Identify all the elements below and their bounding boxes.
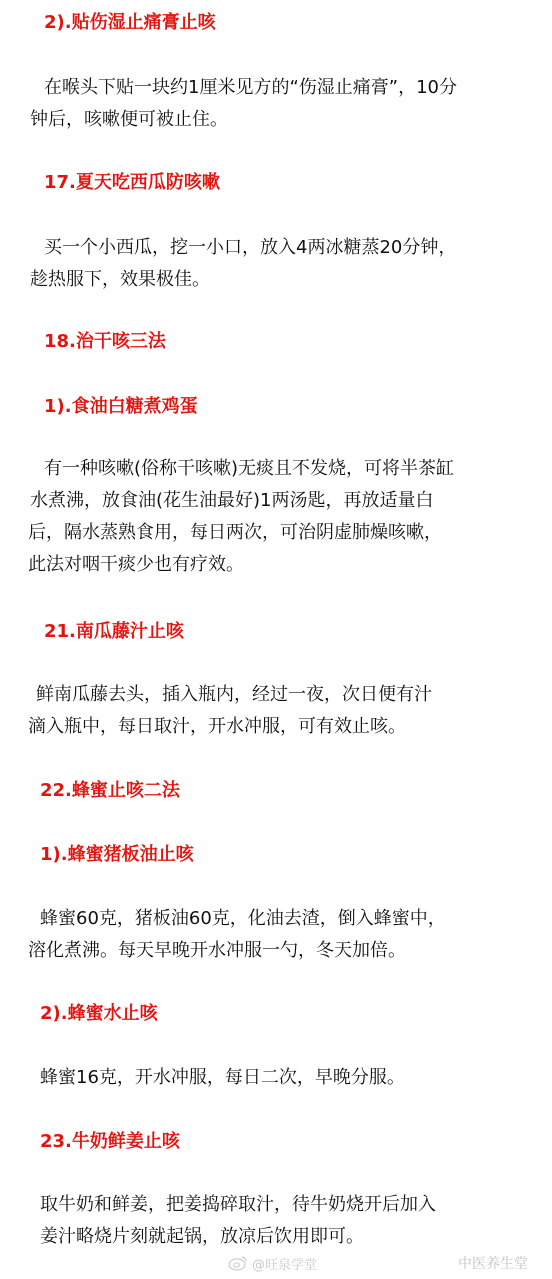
paragraph-line: 水煮沸，放食油(花生油最好)1两汤匙，再放适量白 (30, 490, 434, 511)
paragraph-line: 鲜南瓜藤去头，插入瓶内，经过一夜，次日便有汁 (36, 684, 432, 705)
paragraph-line: 在喉头下贴一块约1厘米见方的“伤湿止痛膏”，10分 (44, 77, 458, 98)
paragraph-line: 此法对咽干痰少也有疗效。 (28, 554, 244, 575)
paragraph-line: 溶化煮沸。每天早晚开水冲服一勺，冬天加倍。 (28, 940, 406, 961)
paragraph-line: 取牛奶和鲜姜，把姜捣碎取汁，待牛奶烧开后加入 (40, 1194, 436, 1215)
paragraph-line: 后，隔水蒸熟食用，每日两次，可治阴虚肺燥咳嗽， (28, 522, 442, 543)
paragraph-line: 蜂蜜16克，开水冲服，每日二次，早晚分服。 (40, 1067, 405, 1088)
paragraph-line: 蜂蜜60克，猪板油60克，化油去渣，倒入蜂蜜中， (40, 908, 446, 929)
section-heading: 23.牛奶鲜姜止咳 (40, 1131, 180, 1152)
paragraph-line: 姜汁略烧片刻就起锅，放凉后饮用即可。 (40, 1226, 364, 1247)
weibo-watermark (228, 1252, 317, 1274)
weibo-handle: @旺泉学堂 (252, 1257, 318, 1273)
paragraph-line: 滴入瓶中，每日取汁，开水冲服，可有效止咳。 (28, 716, 406, 737)
paragraph-line: 有一种咳嗽(俗称干咳嗽)无痰且不发烧，可将半茶缸 (44, 458, 455, 479)
section-heading: 1).蜂蜜猪板油止咳 (40, 844, 194, 865)
paragraph-line: 钟后，咳嗽便可被止住。 (30, 109, 228, 130)
section-heading: 18.治干咳三法 (44, 331, 166, 352)
section-heading: 17.夏天吃西瓜防咳嗽 (44, 172, 220, 193)
section-heading: 2).蜂蜜水止咳 (40, 1003, 158, 1024)
corner-watermark: 中医养生堂 (458, 1256, 528, 1272)
paragraph-line: 趁热服下，效果极佳。 (30, 269, 210, 290)
section-heading: 21.南瓜藤汁止咳 (44, 621, 184, 642)
section-heading: 2).贴伤湿止痛膏止咳 (44, 12, 216, 33)
section-heading: 1).食油白糖煮鸡蛋 (44, 396, 198, 417)
paragraph-line: 买一个小西瓜，挖一小口，放入4两冰糖蒸20分钟， (44, 237, 457, 258)
section-heading: 22.蜂蜜止咳二法 (40, 780, 180, 801)
weibo-icon (228, 1255, 248, 1271)
